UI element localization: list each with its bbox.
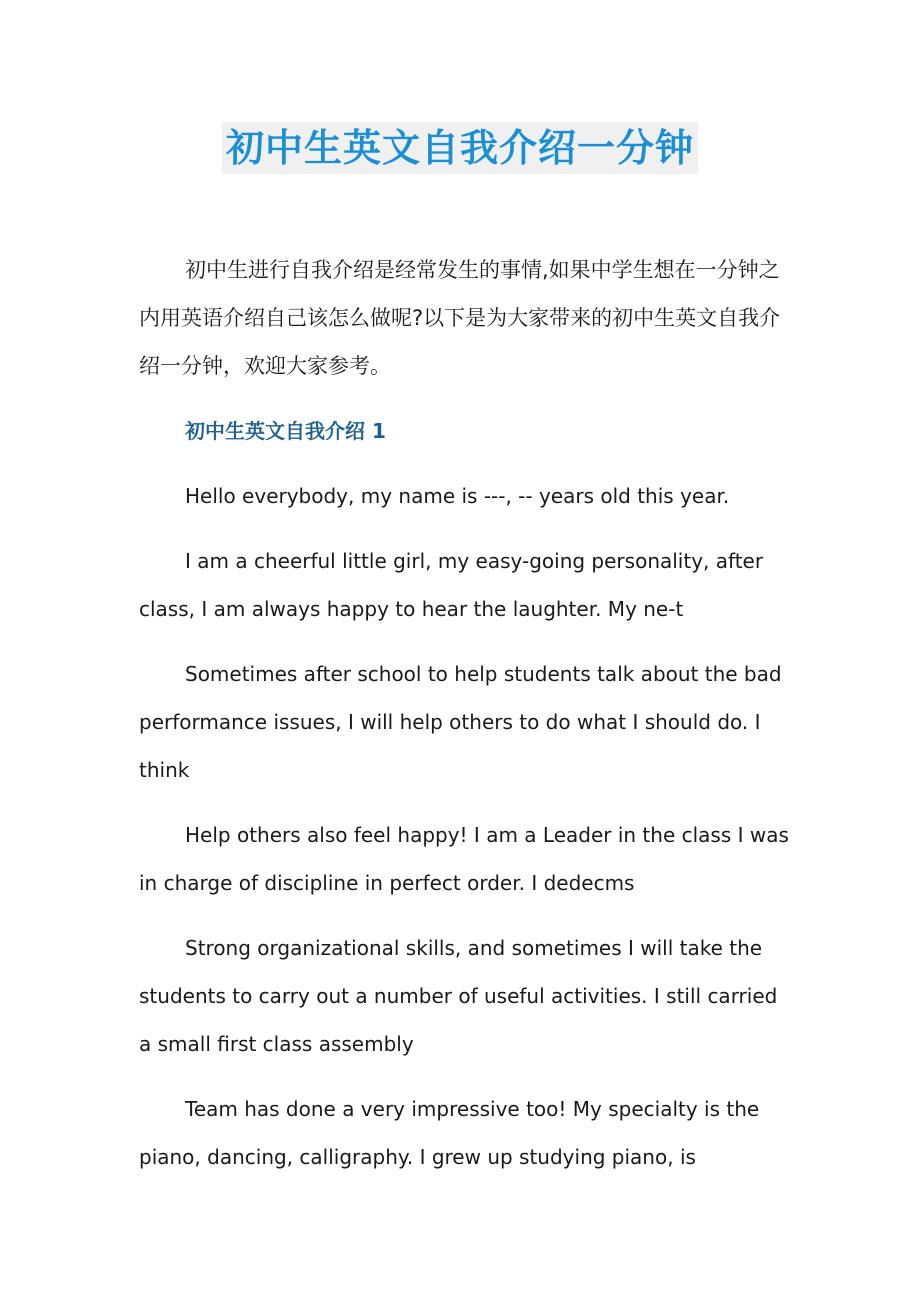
document-body	[139, 246, 789, 1198]
page-title: 初中生英文自我介绍一分钟	[222, 122, 698, 174]
body-paragraph: Sometimes after school to help students talk about the bad performance issues, I will help others to do what I should do. I think	[139, 662, 782, 782]
body-paragraph: I am a cheerful little girl, my easy-going personality, after class, I am always happy to hear the laughter. My ne-t	[139, 549, 764, 621]
body-paragraph: Team has done a very impressive too! My specialty is the piano, dancing, calligraphy. I grew up studying piano, is	[139, 1097, 760, 1169]
intro-paragraph: 初中生进行自我介绍是经常发生的事情,如果中学生想在一分钟之内用英语介绍自己该怎么做呢?以下是为大家带来的初中生英文自我介绍一分钟，欢迎大家参考。	[139, 258, 781, 378]
body-paragraph: Strong organizational skills, and sometimes I will take the students to carry out a number of useful activities. I still carried a small first class assembly	[139, 936, 778, 1056]
title-container	[0, 122, 920, 174]
body-paragraph: Hello everybody, my name is ---, -- years old this year.	[185, 484, 730, 508]
body-paragraph: Help others also feel happy! I am a Leader in the class I was in charge of discipline in perfect order. I dedecms	[139, 823, 789, 895]
section-heading: 初中生英文自我介绍 1	[185, 419, 386, 443]
